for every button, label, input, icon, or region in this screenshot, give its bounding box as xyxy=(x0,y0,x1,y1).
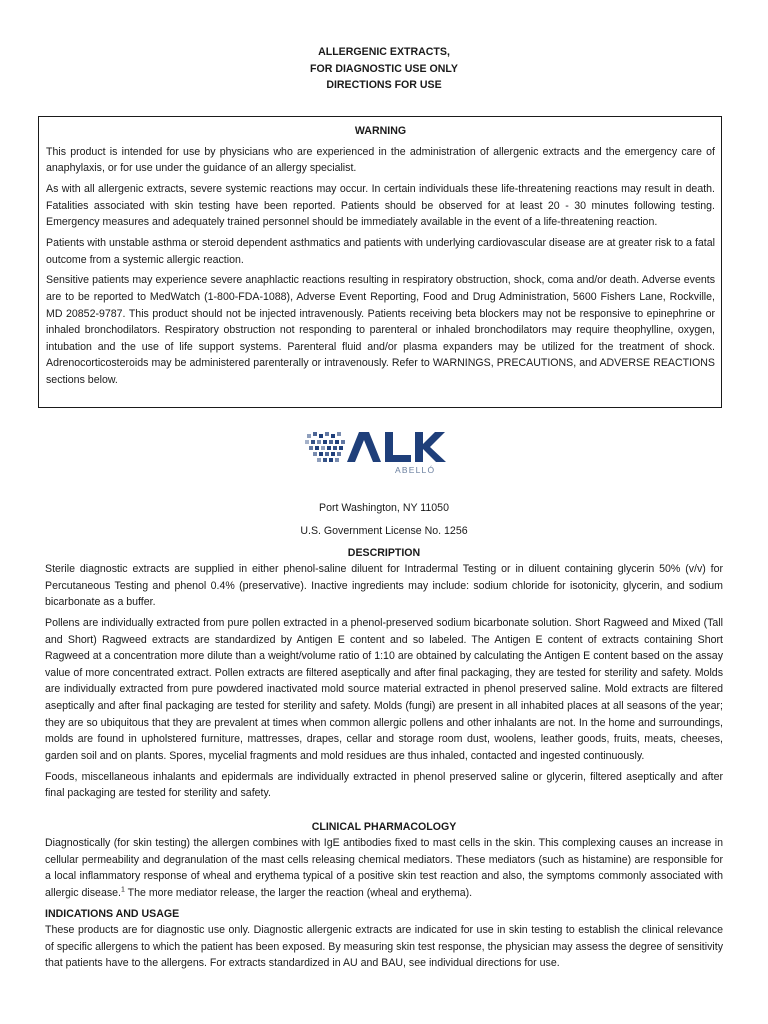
indications-heading: INDICATIONS AND USAGE xyxy=(45,908,180,920)
pharmacology-text-a: Diagnostically (for skin testing) the allergen combines with IgE antibodies fixed to mast cells in the skin. This complexing causes an increase in cellular permeability and degranulation of the mast cells releasing chemical mediators. These mediators (such as histamine) are responsible for a local inflammatory response of wheal and erythema typical of a positive skin test reaction and also, the symptoms commonly associated with allergic disease. xyxy=(45,837,723,899)
document-title xyxy=(45,44,723,94)
pharmacology-section xyxy=(45,835,723,906)
title-line-2: FOR DIAGNOSTIC USE ONLY xyxy=(310,62,458,75)
footnote-ref: 1 xyxy=(120,886,125,894)
warning-paragraph-2: As with all allergenic extracts, severe systemic reactions may occur. In certain individuals these life-threatening reactions may result in death. Fatalities associated with skin testing have been reported. Patients should be observed for at least 20 - 30 minutes following testing. Emergency measures and adequately trained personnel should be immediately available in the event of a life-threatening reaction. xyxy=(46,182,715,229)
description-paragraph-2: Pollens are individually extracted from pure pollen extracted in a phenol-preserved sodium bicarbonate solution. Short Ragweed and Mixed (Tall and Short) Ragweed extracts are standardized by Antigen E content and so labeled. The Antigen E content of extracts containing Short Ragweed at a concentration more dilute than a weight/volume ratio of 1:10 are obtained by calculating the Antigen E content based on the assay value of more concentrated extract. Pollen extracts are filtered aseptically and after final packaging, they are tested for sterility and safety. Molds are individually extracted from pure powdered inactivated mold source material extracted in phenol preserved saline. Mold extracts are filtered aseptically and after final packaging are tested for sterility and safety. Molds (fungi) are present in all inhabited places at all seasons of the year; they are so ubiquitous that they are prevalent at times when common allergic pollens and other inhalants are not. In the home and surroundings, molds are found in upholstered furniture, mattresses, drapes, cellar and storage room dust, woolens, leather goods, fruits, meats, cheeses, garden soil and on plants. Spores, mycelial fragments and mold residues are thus inhaled, contacted and ingested continuously. xyxy=(45,616,723,762)
license-number: U.S. Government License No. 1256 xyxy=(300,525,468,537)
description-paragraph-1: Sterile diagnostic extracts are supplied in either phenol-saline diluent for Intradermal Testing or in diluent containing glycerin 50% (v/v) for Percutaneous Testing and phenol 0.4% (preservative). Inactive ingredients may include: sodium chloride for isotonicity, glycerin, and sodium bicarbonate as a buffer. xyxy=(45,563,723,609)
pharmacology-text-b: The more mediator release, the larger the reaction (wheal and erythema). xyxy=(124,886,473,899)
warning-paragraph-4: Sensitive patients may experience severe anaphlactic reactions resulting in respiratory obstruction, shock, coma and/or death. Adverse events are to be reported to MedWatch (1-800-FDA-1088), Adverse Event Reporting, Food and Drug Administration, 5600 Fishers Lane, Rockville, MD 20852-9787. This product should not be injected intravenously. Patients receiving beta blockers may not be responsive to epinephrine or inhaled bronchodilators. Respiratory obstruction not responding to parenteral or inhaled bronchodilators may require theophylline, oxygen, intubation and the use of life support systems. Parenteral fluid and/or plasma expanders may be utilized for the treatment of shock. Adrenocorticosteroids may be administered parenterally or intravenously. Refer to WARNINGS, PRECAUTIONS, and ADVERSE REACTIONS sections below. xyxy=(46,274,715,386)
company-address: Port Washington, NY 11050 xyxy=(319,502,449,514)
title-line-3: DIRECTIONS FOR USE xyxy=(326,79,442,92)
description-section xyxy=(45,561,723,806)
description-heading: DESCRIPTION xyxy=(347,547,421,559)
alk-abello-logo xyxy=(303,428,463,476)
warning-title: WARNING xyxy=(354,125,407,137)
alk-logo-mark-icon xyxy=(303,428,463,476)
description-paragraph-3: Foods, miscellaneous inhalants and epidermals are individually extracted in phenol preserved saline or glycerin, filtered aseptically and after final packaging are tested for sterility and safety. xyxy=(45,770,723,800)
title-line-1: ALLERGENIC EXTRACTS, xyxy=(318,46,450,58)
indications-paragraph: These products are for diagnostic use only. Diagnostic allergenic extracts are indicated for use in skin testing to establish the clinical relevance of specific allergens to which the patient has been exposed. By measuring skin test response, the physician may assess the degree of sensitivity that patients have to the allergens. For extracts standardized in AU and BAU, see individual directions for use. xyxy=(45,924,723,970)
warning-paragraph-3: Patients with unstable asthma or steroid dependent asthmatics and patients with underlying cardiovascular disease are at greater risk to a fatal outcome from a systemic allergic reaction. xyxy=(46,236,715,266)
logo-subtext: ABELLÓ xyxy=(395,465,436,475)
warning-paragraph-1: This product is intended for use by physicians who are experienced in the administration of allergenic extracts and the emergency care of anaphylaxis, or for use under the guidance of an allergy specialist. xyxy=(46,145,715,175)
indications-section xyxy=(45,922,723,976)
pharmacology-paragraph xyxy=(45,835,723,901)
pharmacology-heading: CLINICAL PHARMACOLOGY xyxy=(311,821,457,833)
warning-box xyxy=(38,116,722,408)
